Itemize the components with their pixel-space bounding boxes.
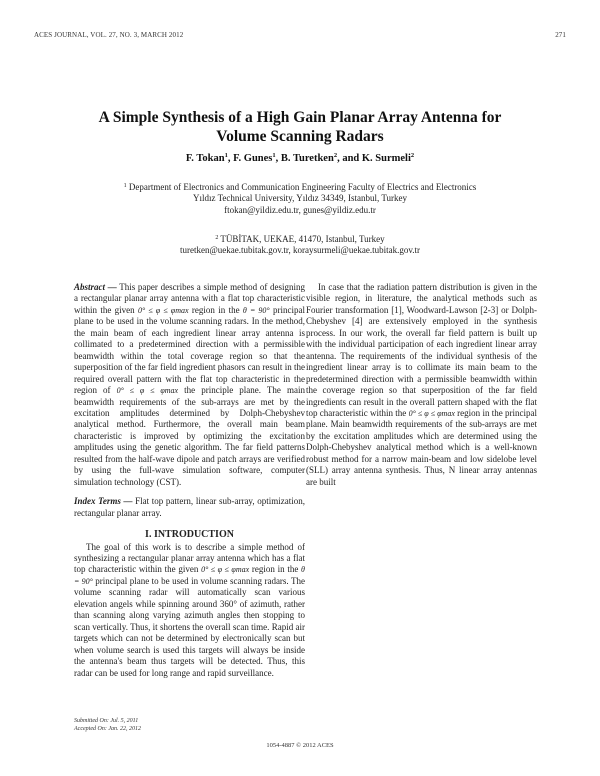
index-terms-text: Flat top pattern, linear sub-array, optimization, rectangular planar array. — [74, 496, 305, 518]
math-inline: θ = 90° — [74, 565, 305, 586]
author-separator: , — [227, 153, 234, 164]
affiliation-mark: 1 — [123, 183, 127, 189]
affiliation-institution: TÜBİTAK, UEKAE, 41470, Istanbul, Turkey — [220, 234, 385, 244]
right-column — [306, 282, 537, 488]
paper-title — [0, 108, 600, 146]
abstract-text: principal plane to be used in the volume scanning radars. In the method, the main beam of each ingredient linear array antenna is collimated to a predetermined direction with a permissible beamwidth within the total coverage region so that the superposition of the far field ingredient phasors can result in the required overall pattern with the flat top characteristic in the region of — [74, 304, 305, 396]
affiliation-1 — [0, 181, 600, 216]
math-inline: 0° ≤ φ ≤ φmax — [116, 386, 179, 396]
body-text: The goal of this work is to describe a simple method of synthesizing a rectangular planar array antenna which has a flat top characteristic within the given — [74, 541, 305, 575]
title-line-1: A Simple Synthesis of a High Gain Planar Array Antenna for — [98, 109, 502, 126]
running-head — [34, 31, 566, 39]
affiliation-address: Yıldız Technical University, Yıldız 34349, Istanbul, Turkey — [192, 193, 407, 204]
affiliation-2 — [0, 233, 600, 257]
math-inline: 0° ≤ φ ≤ φmax — [138, 305, 189, 315]
affiliation-emails: ftokan@yildiz.edu.tr, gunes@yildiz.edu.tr — [224, 204, 376, 215]
affiliation-department: Department of Electronics and Communication Engineering Faculty of Electrics and Electronics — [128, 182, 477, 192]
abstract — [74, 282, 305, 488]
index-terms — [74, 496, 305, 519]
affiliation-emails: turetken@uekae.tubitak.gov.tr, koraysurmeli@uekae.tubitak.gov.tr — [180, 245, 420, 256]
author-separator: , and — [337, 153, 362, 164]
body-text: In case that the radiation pattern distribution is given in the visible region, in literature, the analytical methods such as Fourier transformation [1], Woodward-Lawson [2-3] or Dolph-Chebyshev [4] are extensively employed in the synthesis process. In our work, the overall far field pattern is built up with the individual participation of each ingredient linear array antenna. The requirements of the individual synthesis of the ingredient linear array is to collimate its main beam to the predetermined direction with a permissible beamwidth within the coverage region so that superposition of the far field ingredients can result in the overall pattern shaped with the flat top characteristic within the — [306, 282, 537, 418]
math-inline: θ = 90° — [242, 305, 270, 315]
accepted-date: Accepted On: Jan. 22, 2012 — [74, 725, 141, 732]
submission-footnote — [74, 718, 141, 733]
body-text: region in the principal plane. Main beamwidth requirements of the sub-arrays are met by the excitation amplitudes which are determined using the Dolph-Chebyshev analytical method which is a well-known robust method for a narrow main-beam and low sidelobe level (SLL) array antenna synthesis. Thus, N linear array antennas are built — [306, 407, 537, 487]
abstract-text: the principle plane. The main beamwidth requirements of the sub-arrays are met by the excitation amplitudes determined by Dolph-Chebyshev analytical method. Furthermore, the overall main beam characteristic is improved by optimizing the excitation amplitudes using the genetic algorithm. The far field patterns resulted from the half-wave dipole and patch arrays are verified by using the full-wave simulation software, computer simulation technology (CST). — [74, 385, 305, 487]
submitted-date: Submitted On: Jul. 5, 2011 — [74, 718, 139, 724]
author-name: K. Surmeli — [361, 153, 411, 164]
author-separator: , — [275, 153, 281, 164]
section-heading: I. INTRODUCTION — [145, 529, 234, 541]
author-list — [0, 152, 600, 164]
author-affil-mark: 1 — [272, 152, 276, 159]
author-name: B. Turetken — [280, 153, 334, 164]
author-affil-mark: 2 — [333, 152, 338, 159]
left-column — [74, 282, 305, 679]
page-number: 271 — [555, 31, 566, 39]
body-text: region in the — [249, 564, 302, 575]
abstract-text: region in the — [188, 304, 243, 315]
index-terms-label: Index Terms — — [74, 496, 133, 507]
author-name: F. Gunes — [233, 153, 273, 164]
author-name: F. Tokan — [185, 153, 225, 164]
math-inline: 0° ≤ φ ≤ φmax — [201, 565, 250, 575]
math-inline: 0° ≤ φ ≤ φmax — [408, 408, 455, 418]
author-affil-mark: 1 — [224, 152, 228, 159]
body-text: principal plane to be used in volume scanning radars. The volume scanning radar will automatically scan various elevation angels while spinning around 360° of azimuth, rather than scanning along varying azimuth angles then stopping to scan vertically. Thus, it shortens the overall scan time. Rapid air targets which can not be determined by electronically scan but when volume search is used this targets will always be inside the antenna's beam thus targets will be detected. Thus, this radar can be used for long range and rapid surveillance. — [74, 575, 305, 678]
author-affil-mark: 2 — [410, 152, 415, 159]
abstract-text: This paper describes a simple method of designing a rectangular planar array antenna with a flat top characteristic within the given — [74, 282, 305, 315]
page-footer: 1054-4887 © 2012 ACES — [266, 742, 334, 749]
journal-name: ACES JOURNAL, VOL. 27, NO. 3, MARCH 2012 — [34, 31, 184, 39]
intro-paragraph-1 — [74, 542, 305, 679]
title-line-2: Volume Scanning Radars — [216, 128, 384, 145]
intro-paragraph-2 — [306, 282, 537, 488]
affiliation-mark: 2 — [215, 235, 219, 241]
abstract-label: Abstract — — [74, 282, 117, 292]
